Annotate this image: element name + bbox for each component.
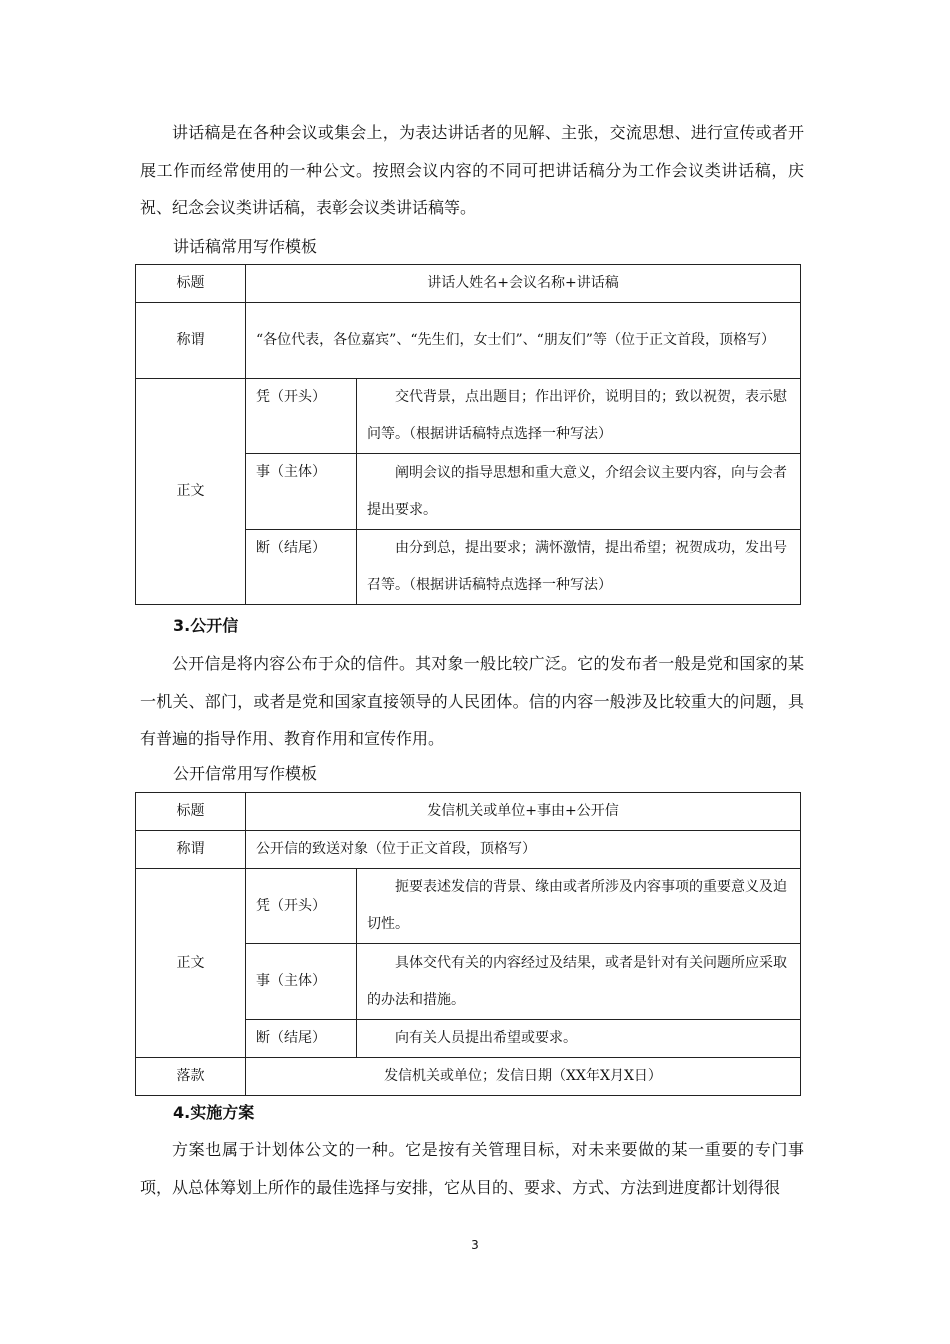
closing-value: 由分到总，提出要求；满怀激情，提出希望；祝贺成功，发出号召等。（根据讲话稿特点选择一种写法） (357, 530, 801, 605)
intro-paragraph: 讲话稿是在各种会议或集会上，为表达讲话者的见解、主张，交流思想、进行宣传或者开展工作而经常使用的一种公文。按照会议内容的不同可把讲话稿分为工作会议类讲话稿，庆祝、纪念会议类讲话稿，表彰会议类讲话稿等。 (140, 123, 804, 217)
section-3-paragraph: 公开信是将内容公布于众的信件。其对象一般比较广泛。它的发布者一般是党和国家的某一机关、部门，或者是党和国家直接领导的人民团体。信的内容一般涉及比较重大的问题，具有普遍的指导作用、教育作用和宣传作用。 (140, 654, 804, 748)
opening-label: 凭（开头） (246, 379, 357, 454)
opening-value: 扼要表述发信的背景、缘由或者所涉及内容事项的重要意义及迫切性。 (357, 869, 801, 944)
opening-label: 凭（开头） (246, 869, 357, 944)
speech-template-caption: 讲话稿常用写作模板 (173, 237, 318, 256)
body-label: 正文 (136, 869, 246, 1058)
signature-value: 发信机关或单位；发信日期（XX年X月X日） (246, 1058, 801, 1096)
table-row (136, 793, 801, 831)
salutation-label: 称谓 (136, 831, 246, 869)
closing-label: 断（结尾） (246, 530, 357, 605)
opening-value: 交代背景，点出题目；作出评价，说明目的；致以祝贺，表示慰问等。（根据讲话稿特点选择一种写法） (357, 379, 801, 454)
table-row (136, 1058, 801, 1096)
salutation-label: 称谓 (136, 303, 246, 379)
letter-template-table (135, 792, 801, 1096)
salutation-value: “各位代表，各位嘉宾”、“先生们，女士们”、“朋友们”等（位于正文首段，顶格写） (246, 303, 801, 379)
section-4-paragraph: 方案也属于计划体公文的一种。它是按有关管理目标，对未来要做的某一重要的专门事项，从总体筹划上所作的最佳选择与安排，它从目的、要求、方式、方法到进度都计划得很 (140, 1140, 804, 1197)
body-label: 正文 (136, 379, 246, 605)
main-label: 事（主体） (246, 944, 357, 1020)
title-label: 标题 (136, 265, 246, 303)
table-row (136, 265, 801, 303)
salutation-value: 公开信的致送对象（位于正文首段，顶格写） (246, 831, 801, 869)
signature-label: 落款 (136, 1058, 246, 1096)
letter-template-caption: 公开信常用写作模板 (173, 764, 318, 783)
table-row (136, 379, 801, 454)
section-4-heading: 4.实施方案 (173, 1103, 255, 1122)
table-row (136, 869, 801, 944)
title-label: 标题 (136, 793, 246, 831)
title-value: 发信机关或单位+事由+公开信 (246, 793, 801, 831)
table-row (136, 303, 801, 379)
main-value: 阐明会议的指导思想和重大意义，介绍会议主要内容，向与会者提出要求。 (357, 454, 801, 530)
closing-label: 断（结尾） (246, 1020, 357, 1058)
main-value: 具体交代有关的内容经过及结果，或者是针对有关问题所应采取的办法和措施。 (357, 944, 801, 1020)
closing-value: 向有关人员提出希望或要求。 (357, 1020, 801, 1058)
section-3-heading: 3.公开信 (173, 616, 239, 635)
title-value: 讲话人姓名+会议名称+讲话稿 (246, 265, 801, 303)
main-label: 事（主体） (246, 454, 357, 530)
table-row (136, 831, 801, 869)
page-number: 3 (471, 1238, 479, 1252)
speech-template-table (135, 264, 801, 605)
